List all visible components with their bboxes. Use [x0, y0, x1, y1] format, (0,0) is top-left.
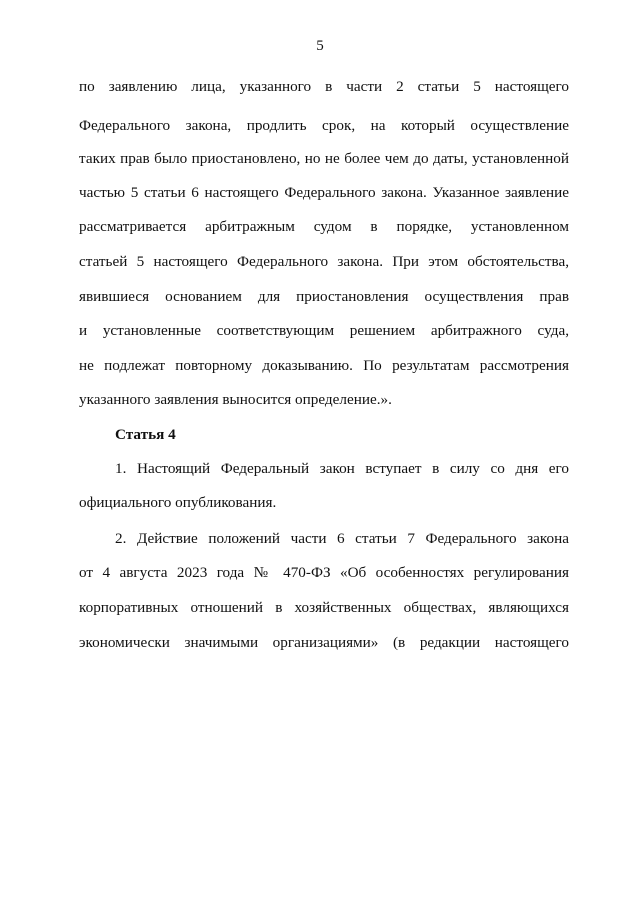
text-line: и установленные соответствующим решением арбитражного суда,: [79, 322, 569, 339]
text-line: таких прав было приостановлено, но не более чем до даты, установленной: [79, 150, 569, 167]
text-line: 2. Действие положений части 6 статьи 7 Федерального закона: [115, 530, 569, 547]
text-line: 1. Настоящий Федеральный закон вступает в силу со дня его: [115, 460, 569, 477]
text-line: не подлежат повторному доказыванию. По результатам рассмотрения: [79, 357, 569, 374]
article-heading: Статья 4: [115, 426, 176, 443]
page-number: 5: [316, 38, 324, 54]
text-line: официального опубликования.: [79, 494, 277, 511]
text-line: по заявлению лица, указанного в части 2 статьи 5 настоящего: [79, 78, 569, 95]
text-line: рассматривается арбитражным судом в порядке, установленном: [79, 218, 569, 235]
text-line: Федерального закона, продлить срок, на который осуществление: [79, 117, 569, 134]
text-line: экономически значимыми организациями» (в редакции настоящего: [79, 634, 569, 651]
text-line: частью 5 статьи 6 настоящего Федерального закона. Указанное заявление: [79, 184, 569, 201]
text-line: явившиеся основанием для приостановления осуществления прав: [79, 288, 569, 305]
text-line: статьей 5 настоящего Федерального закона. При этом обстоятельства,: [79, 253, 569, 270]
text-line: корпоративных отношений в хозяйственных обществах, являющихся: [79, 599, 569, 616]
text-line: от 4 августа 2023 года № 470-ФЗ «Об особенностях регулирования: [79, 564, 569, 581]
text-line: указанного заявления выносится определение.».: [79, 391, 392, 408]
